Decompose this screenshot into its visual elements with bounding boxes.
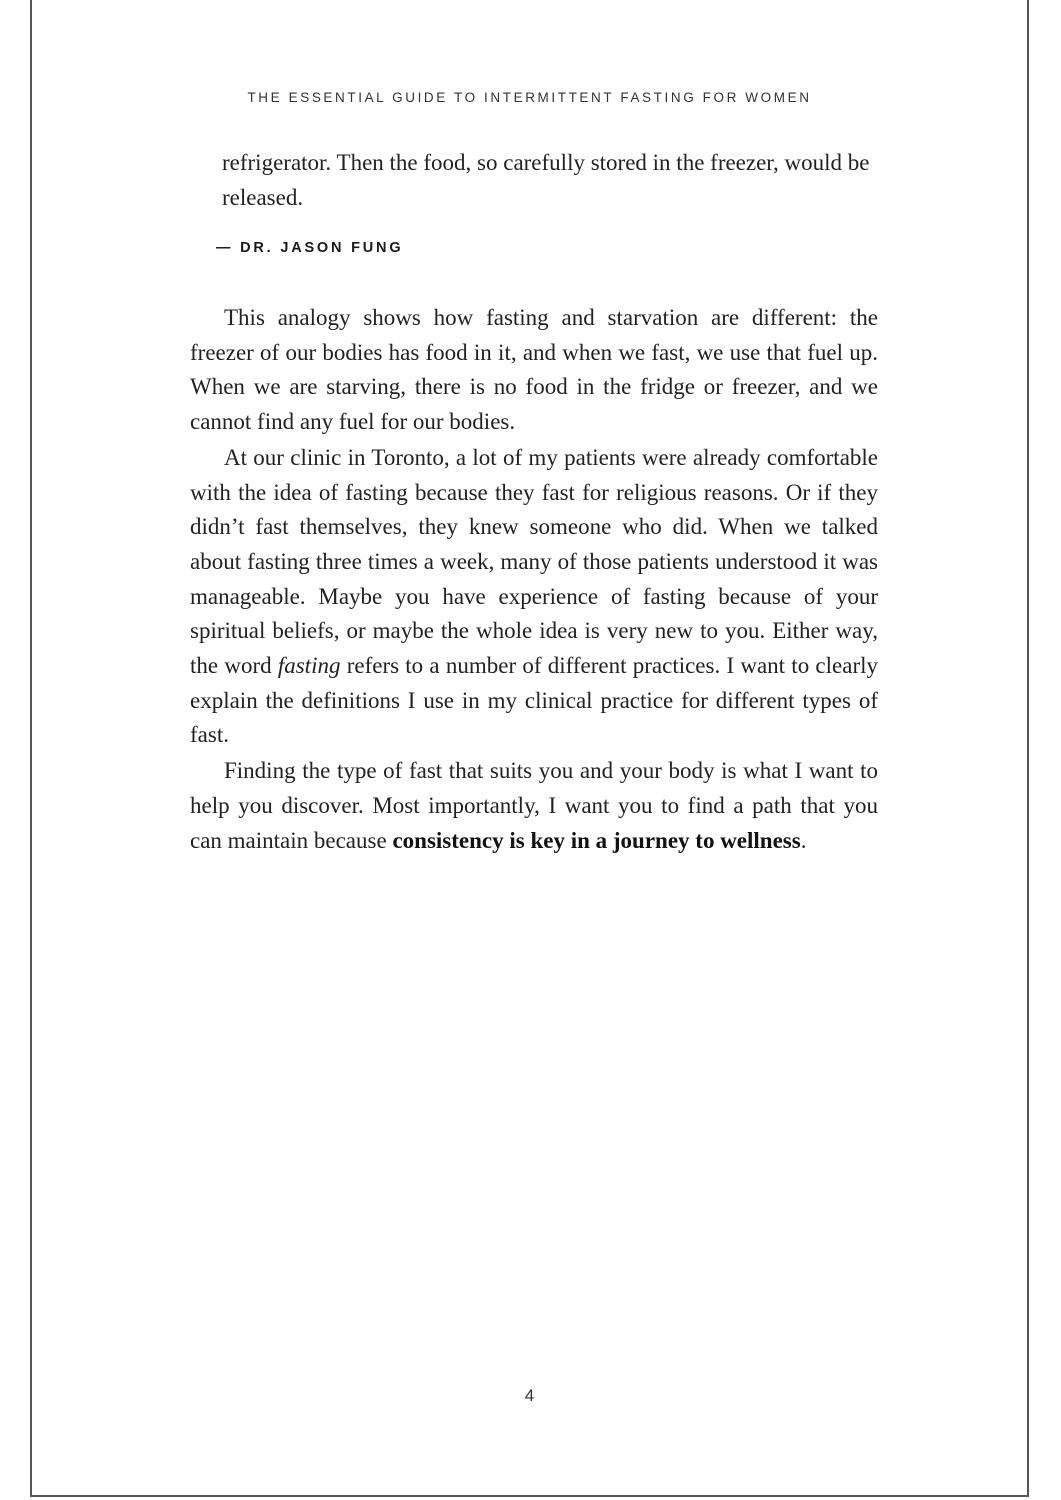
paragraph-2-text-start: At our clinic in Toronto, a lot of my patients were already comfortable with the idea of fasting because they fast for religious reasons. Or if they didn’t fast themselves, they knew someone who did. When we talked about fasting three times a week, many of those patients understood it was manageable. Maybe you have experience of fasting because of your spiritual beliefs, or maybe the whole idea is very new to you. Either way, the word	[190, 444, 878, 679]
paragraph-3-text-end: .	[800, 827, 807, 853]
paragraph-3	[190, 754, 878, 858]
paragraph-2	[190, 441, 878, 753]
page-number: 4	[524, 1386, 535, 1405]
paragraph-2-text-end: refers to a number of different practices. I want to clearly explain the definitions I use in my clinical practice for different types of fast.	[190, 653, 878, 748]
body-text	[190, 301, 878, 859]
paragraph-2-emphasis: fasting	[277, 653, 341, 679]
paragraph-1: This analogy shows how fasting and starvation are different: the freezer of our bodies has food in it, and when we fast, we use that fuel up. When we are starving, there is no food in the fridge or freezer, and we cannot find any fuel for our bodies.	[190, 305, 878, 435]
book-page	[30, 0, 1029, 1497]
quote-attribution: — DR. JASON FUNG	[216, 240, 404, 256]
paragraph-3-text-start: Finding the type of fast that suits you and your body is what I want to help you discover. Most importantly, I want you to find a path that you can maintain because	[190, 758, 878, 853]
running-head: THE ESSENTIAL GUIDE TO INTERMITTENT FASTING FOR WOMEN	[247, 90, 812, 105]
quote-text: refrigerator. Then the food, so carefully stored in the freezer, would be released.	[222, 150, 870, 210]
paragraph-3-bold: consistency is key in a journey to wellness	[392, 827, 801, 853]
